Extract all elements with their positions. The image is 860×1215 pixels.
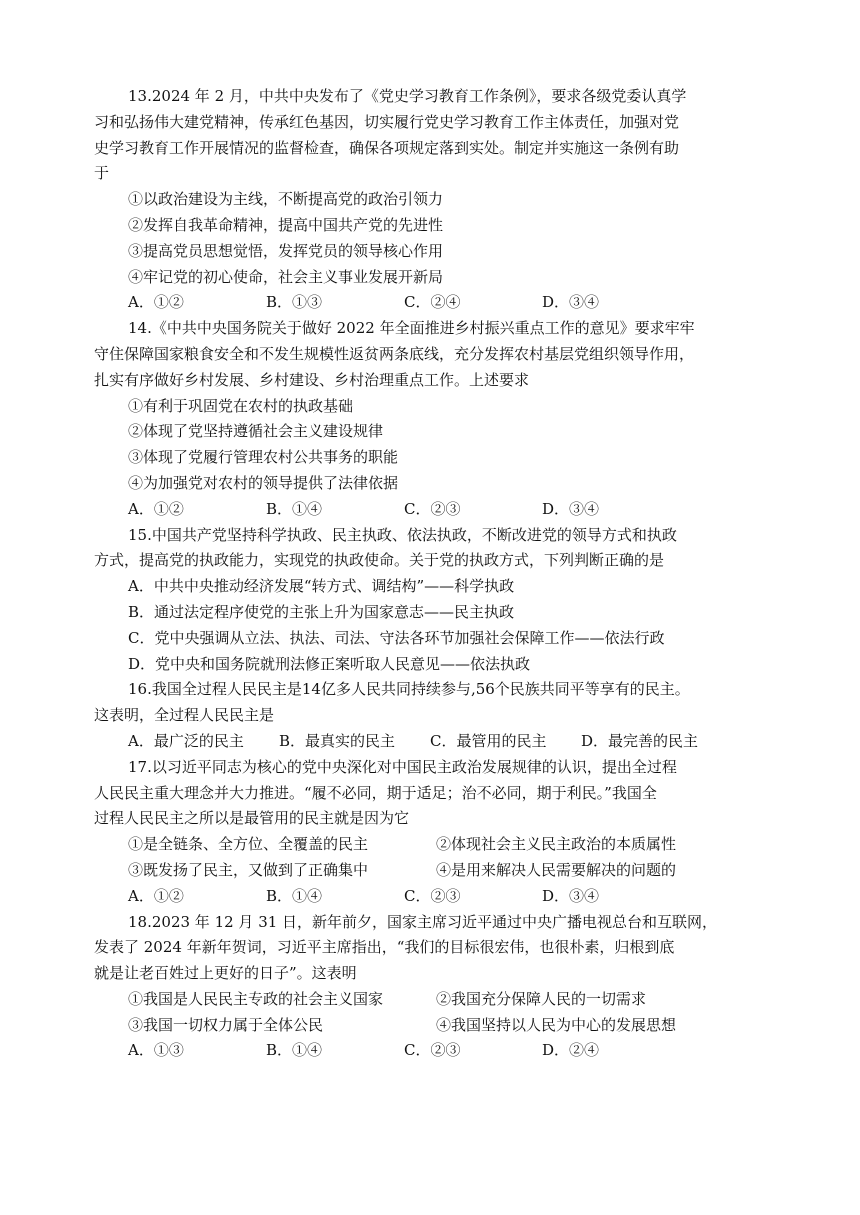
choice-b: B．①③ (266, 293, 323, 312)
statement: ①是全链条、全方位、全覆盖的民主 (128, 835, 369, 854)
statement: ④是用来解决人民需要解决的问题的 (436, 860, 677, 879)
statement: ③体现了党履行管理农村公共事务的职能 (128, 448, 399, 467)
choice-c: C．最管用的民主 (430, 731, 547, 750)
statement: ①我国是人民民主专政的社会主义国家 (128, 989, 384, 1008)
statement: ④牢记党的初心使命，社会主义事业发展开新局 (128, 267, 444, 286)
statement: ①有利于巩固党在农村的执政基础 (128, 396, 354, 415)
question-stem-line: 14.《中共中央国务院关于做好 2022 年全面推进乡村振兴重点工作的意见》要求牢牢 (128, 319, 695, 338)
choice-a: A．中共中央推动经济发展“转方式、调结构”——科学执政 (128, 577, 515, 596)
choice-c: C．党中央强调从立法、执法、司法、守法各环节加强社会保障工作——依法行政 (128, 628, 665, 647)
question-stem-line: 于 (94, 164, 110, 183)
choice-d: D．最完善的民主 (581, 731, 699, 750)
question-stem-line: 这表明，全过程人民民主是 (94, 706, 275, 725)
statement-pair (94, 987, 786, 1013)
question-stem-line: 18.2023 年 12 月 31 日，新年前夕，国家主席习近平通过中央广播电视总台和互联网， (128, 912, 718, 931)
question-stem-line: 过程人民民主之所以是最管用的民主就是因为它 (94, 809, 410, 828)
question-stem-line: 扎实有序做好乡村发展、乡村建设、乡村治理重点工作。上述要求 (94, 370, 530, 389)
answer-choices (94, 729, 786, 755)
question-stem-line: 方式，提高党的执政能力，实现党的执政使命。关于党的执政方式，下列判断正确的是 (94, 551, 665, 570)
choice-b: B．通过法定程序使党的主张上升为国家意志——民主执政 (128, 602, 515, 621)
choice-d: D．③④ (542, 886, 600, 905)
question-stem-line: 13.2024 年 2 月，中共中央发布了《党史学习教育工作条例》，要求各级党委认真学 (128, 87, 687, 105)
choice-c: C．②③ (404, 499, 461, 518)
statement: ④为加强党对农村的领导提供了法律依据 (128, 473, 399, 492)
choice-c: C．②③ (404, 1041, 461, 1060)
answer-choices (94, 884, 786, 910)
statement: ③我国一切权力属于全体公民 (128, 1015, 324, 1034)
choice-d: D．党中央和国务院就刑法修正案听取人民意见——依法执政 (128, 654, 531, 673)
answer-choices (94, 497, 786, 523)
statement: ②发挥自我革命精神，提高中国共产党的先进性 (128, 215, 444, 234)
choice-a: A．①③ (128, 1041, 184, 1060)
question-stem-line: 17.以习近平同志为核心的党中央深化对中国民主政治发展规律的认识，提出全过程 (128, 757, 677, 776)
choice-b: B．①④ (266, 499, 323, 518)
statement-pair (94, 858, 786, 884)
statement: ②体现了党坚持遵循社会主义建设规律 (128, 422, 384, 441)
statement-pair (94, 832, 786, 858)
question-17 (94, 755, 786, 910)
choice-a: A．①② (128, 499, 184, 518)
question-13 (94, 84, 786, 316)
choice-d: D．③④ (542, 293, 600, 312)
choice-a: A．①② (128, 293, 184, 312)
choice-a: A．最广泛的民主 (128, 731, 244, 750)
exam-page (94, 84, 786, 1064)
question-stem-line: 习和弘扬伟大建党精神，传承红色基因，切实履行党史学习教育工作主体责任，加强对党 (94, 112, 680, 131)
choice-d: D．③④ (542, 499, 600, 518)
question-stem-line: 人民民主重大理念并大力推进。“履不必同，期于适足；治不必同，期于利民。”我国全 (94, 783, 657, 802)
choice-b: B．①④ (266, 1041, 323, 1060)
choice-b: B．最真实的民主 (279, 731, 396, 750)
choice-b: B．①④ (266, 886, 323, 905)
choice-a: A．①② (128, 886, 184, 905)
question-stem-line: 就是让老百姓过上更好的日子”。这表明 (94, 964, 357, 983)
question-stem-line: 守住保障国家粮食安全和不发生规模性返贫两条底线，充分发挥农村基层党组织领导作用， (94, 344, 695, 363)
statement: ②我国充分保障人民的一切需求 (436, 989, 647, 1008)
answer-choices (94, 290, 786, 316)
question-stem-line: 史学习教育工作开展情况的监督检查，确保各项规定落到实处。制定并实施这一条例有助 (94, 138, 680, 157)
choice-d: D．②④ (542, 1041, 600, 1060)
question-16 (94, 677, 786, 754)
question-stem-line: 15.中国共产党坚持科学执政、民主执政、依法执政，不断改进党的领导方式和执政 (128, 525, 677, 544)
question-15 (94, 523, 786, 678)
question-18 (94, 910, 786, 1065)
statement: ④我国坚持以人民为中心的发展思想 (436, 1015, 677, 1034)
statement: ①以政治建设为主线，不断提高党的政治引领力 (128, 190, 444, 209)
answer-choices (94, 1038, 786, 1064)
question-14 (94, 316, 786, 522)
statement: ③提高党员思想觉悟，发挥党员的领导核心作用 (128, 241, 444, 260)
choice-c: C．②④ (404, 293, 461, 312)
statement: ③既发扬了民主，又做到了正确集中 (128, 860, 369, 879)
question-stem-line: 发表了 2024 年新年贺词，习近平主席指出，“我们的目标很宏伟，也很朴素，归根到底 (94, 938, 675, 957)
statement: ②体现社会主义民主政治的本质属性 (436, 835, 677, 854)
statement-pair (94, 1013, 786, 1039)
choice-c: C．②③ (404, 886, 461, 905)
question-stem-line: 16.我国全过程人民民主是14亿多人民共同持续参与,56个民族共同平等享有的民主。 (128, 680, 690, 699)
